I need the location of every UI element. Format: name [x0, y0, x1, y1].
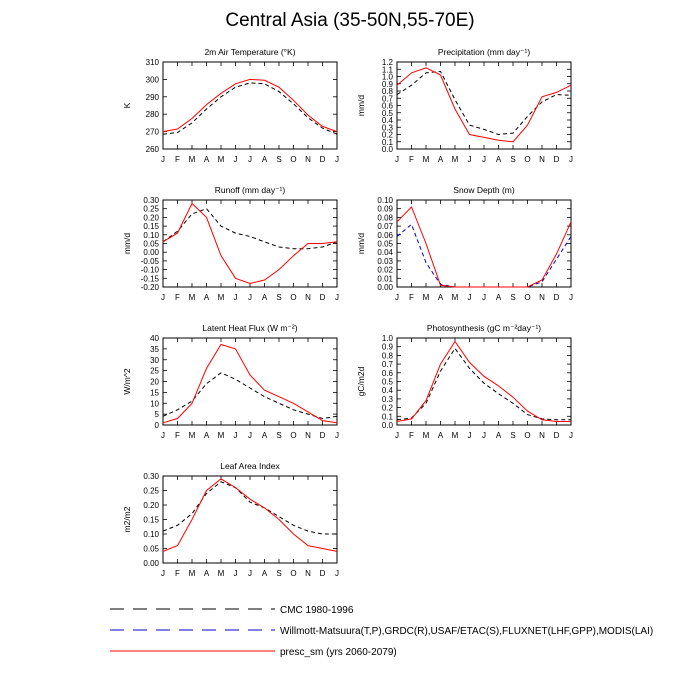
y-tick-label: 0.05 [143, 544, 159, 554]
y-tick-label: 0.02 [377, 265, 393, 275]
x-tick-label: A [495, 155, 502, 164]
x-tick-label: A [203, 293, 210, 302]
y-tick-label: 0.06 [377, 230, 393, 240]
y-tick-label: 0.6 [381, 368, 393, 378]
y-tick-label: 0.4 [381, 386, 393, 396]
panel-title: Snow Depth (m) [453, 185, 515, 195]
y-tick-label: 0 [154, 421, 159, 430]
y-tick-label: 0.10 [377, 196, 393, 205]
x-tick-label: A [437, 293, 444, 302]
x-tick-label: J [395, 293, 399, 302]
y-tick-label: 0.05 [143, 239, 159, 249]
x-tick-label: J [233, 431, 238, 440]
y-tick-label: 0.20 [143, 501, 159, 510]
x-tick-label: A [203, 155, 210, 164]
x-tick-label: J [161, 293, 165, 302]
x-tick-label: F [175, 293, 180, 302]
y-tick-label: 1.0 [381, 72, 393, 82]
x-tick-label: O [524, 431, 531, 440]
y-tick-label: 0.1 [381, 412, 393, 422]
y-tick-label: 0.7 [381, 360, 393, 370]
y-tick-label: 0.30 [143, 472, 159, 481]
x-tick-label: O [524, 293, 531, 302]
x-tick-label: J [395, 155, 399, 164]
x-tick-label: F [175, 569, 180, 578]
y-tick-label: 0.15 [143, 515, 159, 525]
y-tick-label: 30 [150, 355, 159, 365]
x-tick-label: M [422, 431, 430, 440]
y-tick-label: 0.09 [377, 204, 393, 214]
y-tick-label: 0.8 [381, 351, 393, 361]
y-tick-label: 15 [150, 388, 159, 398]
y-tick-label: -0.15 [140, 274, 159, 284]
x-tick-label: J [161, 431, 165, 440]
x-tick-label: J [467, 293, 472, 302]
x-tick-label: A [495, 293, 502, 302]
x-tick-label: S [276, 569, 282, 578]
x-tick-label: N [539, 431, 545, 440]
y-tick-label: 270 [145, 127, 159, 137]
x-tick-label: N [539, 155, 545, 164]
y-tick-label: 0.0 [381, 421, 393, 430]
y-tick-label: 0.8 [381, 87, 393, 96]
y-tick-label: -0.10 [140, 265, 159, 275]
y-tick-label: 0.2 [381, 130, 393, 140]
y-tick-label: 5 [154, 410, 159, 420]
y-tick-label: 0.25 [143, 486, 159, 496]
x-tick-label: D [553, 155, 560, 164]
y-tick-label: 0.00 [143, 248, 159, 258]
y-tick-label: 260 [145, 145, 159, 154]
y-tick-label: 35 [150, 344, 159, 354]
x-tick-label: J [482, 431, 486, 440]
figure-title: Central Asia (35-50N,55-70E) [225, 10, 475, 31]
x-tick-label: J [467, 155, 472, 164]
x-tick-label: A [437, 431, 444, 440]
x-tick-label: D [553, 431, 560, 440]
x-tick-label: J [335, 155, 339, 164]
y-axis-label: K [122, 102, 132, 109]
y-tick-label: 20 [150, 377, 159, 387]
legend-label-obs: Willmott-Matsuura(T,P),GRDC(R),USAF/ETAC(S),FLUXNET(LHF,GPP),MODIS(LAI) [280, 626, 654, 637]
x-tick-label: A [261, 293, 268, 302]
y-tick-label: -0.05 [140, 256, 159, 266]
x-tick-label: M [188, 569, 196, 578]
y-tick-label: 0.5 [381, 377, 393, 387]
y-tick-label: 1.0 [381, 334, 393, 343]
x-tick-label: J [482, 293, 486, 302]
x-tick-label: M [217, 569, 225, 578]
y-tick-label: 0.20 [143, 213, 159, 223]
x-tick-label: M [188, 293, 196, 302]
y-tick-label: 0.9 [381, 342, 393, 352]
x-tick-label: M [451, 431, 459, 440]
x-tick-label: S [276, 155, 282, 164]
x-tick-label: F [409, 293, 414, 302]
x-tick-label: F [175, 431, 180, 440]
y-tick-label: 0.3 [381, 394, 393, 404]
y-tick-label: 300 [145, 75, 159, 85]
x-tick-label: S [510, 293, 516, 302]
x-tick-label: S [276, 431, 282, 440]
x-tick-label: J [161, 569, 165, 578]
y-tick-label: 10 [150, 399, 159, 409]
x-tick-label: S [510, 431, 516, 440]
y-tick-label: 40 [150, 334, 159, 343]
x-tick-label: F [175, 155, 180, 164]
y-tick-label: 290 [145, 92, 159, 102]
y-tick-label: 25 [150, 366, 159, 376]
x-tick-label: J [395, 431, 399, 440]
x-tick-label: O [524, 155, 531, 164]
x-tick-label: D [319, 569, 326, 578]
x-tick-label: D [319, 431, 326, 440]
y-tick-label: 0.9 [381, 79, 393, 89]
y-tick-label: 0.5 [381, 108, 393, 118]
x-tick-label: J [233, 155, 238, 164]
x-tick-label: M [217, 155, 225, 164]
x-tick-label: J [248, 155, 252, 164]
x-tick-label: A [261, 569, 268, 578]
y-tick-label: 0.07 [377, 222, 393, 232]
x-tick-label: J [248, 569, 252, 578]
x-tick-label: S [510, 155, 516, 164]
x-tick-label: J [482, 155, 486, 164]
x-tick-label: M [451, 155, 459, 164]
x-tick-label: F [409, 155, 414, 164]
x-tick-label: S [276, 293, 282, 302]
y-tick-label: 0.00 [143, 559, 159, 568]
x-tick-label: O [290, 155, 297, 164]
y-tick-label: 0.3 [381, 123, 393, 133]
panel-title: Runoff (mm day⁻¹) [214, 185, 286, 195]
x-tick-label: A [437, 155, 444, 164]
y-tick-label: 0.0 [381, 145, 393, 154]
y-axis-label: W/m^2 [122, 368, 132, 395]
y-tick-label: 0.10 [143, 230, 159, 240]
x-tick-label: J [233, 293, 238, 302]
x-tick-label: F [409, 431, 414, 440]
y-tick-label: 0.01 [377, 274, 393, 284]
panel-title: Latent Heat Flux (W m⁻²) [202, 323, 298, 333]
y-tick-label: 0.2 [381, 403, 393, 413]
y-tick-label: 0.1 [381, 137, 393, 147]
x-tick-label: J [335, 431, 339, 440]
y-tick-label: 280 [145, 110, 159, 120]
panel-title: Precipitation (mm day⁻¹) [437, 47, 531, 57]
panel-title: Photosynthesis (gC m⁻²day⁻¹) [426, 323, 542, 333]
x-tick-label: N [305, 293, 311, 302]
x-tick-label: J [248, 431, 252, 440]
y-axis-label: mm/d [122, 232, 132, 255]
x-tick-label: J [248, 293, 252, 302]
y-tick-label: 0.4 [381, 116, 393, 125]
x-tick-label: A [495, 431, 502, 440]
panel-title: Leaf Area Index [220, 461, 280, 471]
x-tick-label: J [233, 569, 238, 578]
y-axis-label: mm/d [356, 94, 366, 117]
y-axis-label: gC/m2d [356, 366, 366, 397]
y-tick-label: 0.6 [381, 101, 393, 111]
panel-title: 2m Air Temperature (°K) [204, 47, 296, 57]
x-tick-label: M [451, 293, 459, 302]
y-tick-label: 0.03 [377, 256, 393, 266]
y-tick-label: 0.15 [143, 222, 159, 232]
x-tick-label: N [305, 431, 311, 440]
x-tick-label: M [188, 155, 196, 164]
legend-label-model: presc_sm (yrs 2060-2079) [280, 647, 397, 658]
y-tick-label: 0.30 [143, 196, 159, 205]
y-tick-label: 0.7 [381, 94, 393, 104]
x-tick-label: O [290, 293, 297, 302]
x-tick-label: M [217, 293, 225, 302]
x-tick-label: A [261, 155, 268, 164]
x-tick-label: J [161, 155, 165, 164]
x-tick-label: O [290, 431, 297, 440]
x-tick-label: A [203, 569, 210, 578]
x-tick-label: N [305, 155, 311, 164]
y-tick-label: 1.1 [381, 65, 393, 75]
x-tick-label: M [188, 431, 196, 440]
y-tick-label: -0.20 [140, 283, 159, 292]
y-tick-label: 0.10 [143, 530, 159, 539]
x-tick-label: M [422, 155, 430, 164]
y-tick-label: 0.08 [377, 213, 393, 223]
y-axis-label: mm/d [356, 232, 366, 255]
y-tick-label: 0.25 [143, 204, 159, 214]
y-tick-label: 310 [145, 58, 159, 67]
x-tick-label: M [217, 431, 225, 440]
x-tick-label: D [319, 293, 326, 302]
y-axis-label: m2/m2 [122, 506, 132, 533]
y-tick-label: 1.2 [381, 58, 393, 67]
x-tick-label: N [305, 569, 311, 578]
y-tick-label: 0.05 [377, 239, 393, 249]
x-tick-label: D [319, 155, 326, 164]
x-tick-label: J [569, 431, 573, 440]
x-tick-label: D [553, 293, 560, 302]
y-tick-label: 0.04 [377, 248, 393, 258]
y-tick-label: 0.00 [377, 283, 393, 292]
x-tick-label: J [335, 293, 339, 302]
x-tick-label: A [261, 431, 268, 440]
x-tick-label: J [569, 155, 573, 164]
x-tick-label: J [335, 569, 339, 578]
x-tick-label: O [290, 569, 297, 578]
x-tick-label: J [467, 431, 472, 440]
legend-label-cmc: CMC 1980-1996 [280, 605, 354, 616]
x-tick-label: M [422, 293, 430, 302]
x-tick-label: J [569, 293, 573, 302]
x-tick-label: N [539, 293, 545, 302]
x-tick-label: A [203, 431, 210, 440]
